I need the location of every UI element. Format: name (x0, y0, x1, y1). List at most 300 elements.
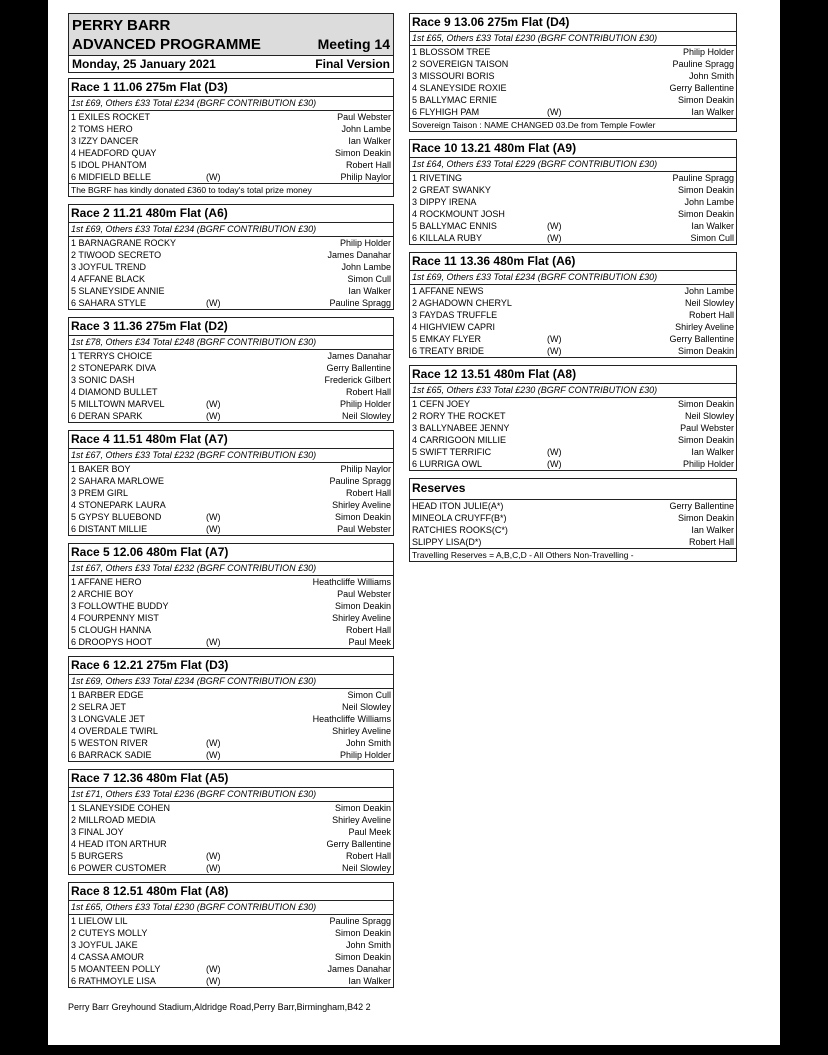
runner-row (69, 612, 393, 624)
runner-row (410, 70, 736, 82)
reserve-trainer: Simon Deakin (677, 513, 734, 523)
runner-dog: 6 DERAN SPARK (71, 411, 143, 421)
runner-dog: 2 SOVEREIGN TAISON (412, 59, 509, 69)
runner-row (410, 309, 736, 321)
runner-row (410, 333, 736, 345)
runner-wide-flag: (W) (547, 346, 562, 356)
runner-trainer: Simon Deakin (334, 952, 391, 962)
runner-dog: 3 FINAL JOY (71, 827, 124, 837)
runner-dog: 1 BAKER BOY (71, 464, 131, 474)
race-card (68, 317, 394, 423)
runner-trainer: Pauline Spragg (329, 916, 391, 926)
runner-wide-flag: (W) (206, 750, 221, 760)
runner-row (410, 196, 736, 208)
runner-row (69, 135, 393, 147)
runner-trainer: Simon Deakin (677, 435, 734, 445)
reserves-list (410, 500, 736, 548)
races-right (409, 13, 737, 471)
runner-dog: 4 FOURPENNY MIST (71, 613, 159, 623)
race-card (409, 13, 737, 132)
race-prize: 1st £69, Others £33 Total £234 (BGRF CONTRIBUTION £30) (69, 97, 393, 111)
runner-row (69, 249, 393, 261)
meeting-number: Meeting 14 (317, 36, 390, 52)
runner-dog: 1 BARNAGRANE ROCKY (71, 238, 177, 248)
runner-trainer: Neil Slowley (341, 411, 391, 421)
runner-trainer: Simon Deakin (677, 185, 734, 195)
runner-dog: 5 EMKAY FLYER (412, 334, 482, 344)
runner-dog: 5 IDOL PHANTOM (71, 160, 147, 170)
runner-dog: 1 BLOSSOM TREE (412, 47, 491, 57)
runner-wide-flag: (W) (547, 221, 562, 231)
reserve-dog: HEAD ITON JULIE(A*) (412, 501, 504, 511)
runner-trainer: Simon Deakin (677, 209, 734, 219)
race-prize: 1st £64, Others £33 Total £229 (BGRF CONTRIBUTION £30) (410, 158, 736, 172)
runner-dog: 5 BALLYMAC ERNIE (412, 95, 497, 105)
runner-row (69, 261, 393, 273)
runner-dog: 6 TREATY BRIDE (412, 346, 485, 356)
runner-dog: 4 HEADFORD QUAY (71, 148, 157, 158)
runner-dog: 3 JOYFUL JAKE (71, 940, 138, 950)
race-note: The BGRF has kindly donated £360 to today's total prize money (69, 183, 393, 196)
runner-wide-flag (547, 70, 587, 82)
runner-dog: 1 TERRYS CHOICE (71, 351, 153, 361)
runner-dog: 1 AFFANE HERO (71, 577, 142, 587)
runner-row (69, 927, 393, 939)
runner-wide-flag (547, 422, 587, 434)
runner-wide-flag: (W) (206, 411, 221, 421)
runner-dog: 5 CLOUGH HANNA (71, 625, 152, 635)
race-prize: 1st £71, Others £33 Total £236 (BGRF CONTRIBUTION £30) (69, 788, 393, 802)
runner-row (410, 297, 736, 309)
runner-wide-flag (206, 386, 246, 398)
race-prize: 1st £67, Others £33 Total £232 (BGRF CONTRIBUTION £30) (69, 449, 393, 463)
runner-row (69, 636, 393, 648)
race-prize: 1st £69, Others £33 Total £234 (BGRF CONTRIBUTION £30) (410, 271, 736, 285)
runner-row (69, 285, 393, 297)
runner-wide-flag: (W) (206, 976, 221, 986)
runner-row (410, 321, 736, 333)
runner-wide-flag (206, 111, 246, 123)
runner-row (69, 410, 393, 422)
runner-trainer: John Lambe (341, 262, 391, 272)
runner-wide-flag (206, 802, 246, 814)
reserve-row (410, 524, 736, 536)
reserve-trainer: Ian Walker (691, 525, 734, 535)
runner-row (410, 184, 736, 196)
runner-row (69, 386, 393, 398)
runner-wide-flag (206, 135, 246, 147)
runner-wide-flag (206, 350, 246, 362)
runner-row (69, 600, 393, 612)
runner-row (69, 749, 393, 761)
runner-wide-flag (206, 588, 246, 600)
runner-wide-flag (206, 487, 246, 499)
runner-dog: 3 LONGVALE JET (71, 714, 145, 724)
runner-trainer: Neil Slowley (684, 298, 734, 308)
venue-title: PERRY BARR (72, 17, 171, 34)
runner-trainer: Philip Holder (339, 238, 391, 248)
runner-wide-flag: (W) (206, 172, 221, 182)
runner-row (410, 82, 736, 94)
runner-dog: 5 MOANTEEN POLLY (71, 964, 161, 974)
runner-dog: 4 CARRIGOON MILLIE (412, 435, 507, 445)
runner-trainer: Heathcliffe Williams (312, 714, 391, 724)
race-title: Race 8 12.51 480m Flat (A8) (69, 883, 393, 901)
runner-dog: 6 BARRACK SADIE (71, 750, 152, 760)
runner-trainer: Shirley Aveline (332, 726, 391, 736)
runner-trainer: Ian Walker (691, 107, 734, 117)
runner-dog: 2 CUTEYS MOLLY (71, 928, 148, 938)
runner-trainer: Philip Holder (339, 750, 391, 760)
race-title: Race 7 12.36 480m Flat (A5) (69, 770, 393, 788)
runner-wide-flag (206, 463, 246, 475)
runner-wide-flag (547, 398, 587, 410)
runner-trainer: Philip Holder (682, 459, 734, 469)
runner-dog: 5 BALLYMAC ENNIS (412, 221, 497, 231)
runner-trainer: Robert Hall (345, 488, 391, 498)
runner-row (69, 689, 393, 701)
runner-trainer: Robert Hall (688, 310, 734, 320)
race-title: Race 2 11.21 480m Flat (A6) (69, 205, 393, 223)
runner-dog: 6 FLYHIGH PAM (412, 107, 480, 117)
runner-wide-flag (547, 309, 587, 321)
runner-dog: 3 PREM GIRL (71, 488, 129, 498)
runner-row (69, 939, 393, 951)
race-title: Race 9 13.06 275m Flat (D4) (410, 14, 736, 32)
runner-dog: 6 LURRIGA OWL (412, 459, 483, 469)
race-prize: 1st £69, Others £33 Total £234 (BGRF CONTRIBUTION £30) (69, 223, 393, 237)
race-title: Race 1 11.06 275m Flat (D3) (69, 79, 393, 97)
runner-row (410, 446, 736, 458)
runner-wide-flag: (W) (206, 524, 221, 534)
runner-dog: 4 DIAMOND BULLET (71, 387, 158, 397)
runner-row (69, 159, 393, 171)
header-row (72, 35, 390, 54)
runner-dog: 6 DISTANT MILLIE (71, 524, 148, 534)
runner-dog: 3 SONIC DASH (71, 375, 135, 385)
reserve-row (410, 500, 736, 512)
runner-wide-flag (547, 434, 587, 446)
runner-trainer: James Danahar (327, 351, 391, 361)
runner-dog: 3 MISSOURI BORIS (412, 71, 495, 81)
runner-trainer: Paul Webster (337, 112, 391, 122)
runner-trainer: Simon Cull (690, 233, 734, 243)
runner-trainer: Frederick Gilbert (324, 375, 391, 385)
runner-wide-flag (206, 939, 246, 951)
runner-wide-flag (206, 273, 246, 285)
runner-dog: 2 SAHARA MARLOWE (71, 476, 165, 486)
runner-row (410, 285, 736, 297)
runner-trainer: Pauline Spragg (329, 298, 391, 308)
runner-dog: 5 SWIFT TERRIFIC (412, 447, 492, 457)
runner-wide-flag (206, 159, 246, 171)
reserve-dog: RATCHIES ROOKS(C*) (412, 525, 508, 535)
runner-row (69, 725, 393, 737)
runner-wide-flag (206, 725, 246, 737)
runner-row (69, 838, 393, 850)
runner-trainer: Robert Hall (345, 160, 391, 170)
runner-row (69, 814, 393, 826)
runner-row (410, 422, 736, 434)
race-card (68, 882, 394, 988)
race-title: Race 4 11.51 480m Flat (A7) (69, 431, 393, 449)
runner-dog: 3 FAYDAS TRUFFLE (412, 310, 498, 320)
runner-wide-flag (547, 184, 587, 196)
runner-row (410, 94, 736, 106)
runner-wide-flag (206, 701, 246, 713)
race-card (409, 365, 737, 471)
runner-row (69, 362, 393, 374)
runner-trainer: Neil Slowley (341, 702, 391, 712)
runner-row (69, 297, 393, 309)
races-left (68, 78, 394, 988)
race-title: Race 5 12.06 480m Flat (A7) (69, 544, 393, 562)
runner-wide-flag: (W) (547, 233, 562, 243)
runner-row (69, 915, 393, 927)
runner-trainer: Philip Holder (339, 399, 391, 409)
runner-wide-flag (547, 58, 587, 70)
runner-row (69, 463, 393, 475)
runner-wide-flag: (W) (206, 851, 221, 861)
runner-wide-flag (547, 321, 587, 333)
runner-trainer: Ian Walker (348, 976, 391, 986)
runner-trainer: James Danahar (327, 250, 391, 260)
runner-trainer: Neil Slowley (684, 411, 734, 421)
runner-dog: 6 RATHMOYLE LISA (71, 976, 156, 986)
runner-trainer: Simon Deakin (677, 346, 734, 356)
runner-dog: 2 RORY THE ROCKET (412, 411, 506, 421)
runner-dog: 2 AGHADOWN CHERYL (412, 298, 512, 308)
runner-trainer: John Lambe (684, 197, 734, 207)
race-card (68, 769, 394, 875)
runner-dog: 3 DIPPY IRENA (412, 197, 477, 207)
runner-row (69, 624, 393, 636)
runner-wide-flag (206, 499, 246, 511)
runner-row (69, 273, 393, 285)
runner-wide-flag (547, 196, 587, 208)
runner-trainer: Pauline Spragg (329, 476, 391, 486)
runner-row (69, 511, 393, 523)
runner-dog: 4 CASSA AMOUR (71, 952, 145, 962)
runner-wide-flag (206, 237, 246, 249)
runner-row (69, 171, 393, 183)
runner-trainer: Gerry Ballentine (669, 334, 734, 344)
runner-wide-flag (206, 600, 246, 612)
runner-row (410, 398, 736, 410)
runner-row (69, 862, 393, 874)
runner-wide-flag: (W) (547, 459, 562, 469)
runner-dog: 6 SAHARA STYLE (71, 298, 147, 308)
runner-wide-flag: (W) (206, 298, 221, 308)
race-card (68, 430, 394, 536)
runner-wide-flag: (W) (206, 399, 221, 409)
runner-wide-flag (206, 249, 246, 261)
race-card (409, 252, 737, 358)
programme-version: Final Version (315, 57, 390, 71)
runner-wide-flag (547, 410, 587, 422)
runner-row (69, 475, 393, 487)
runner-wide-flag (206, 123, 246, 135)
runner-dog: 3 JOYFUL TREND (71, 262, 147, 272)
runner-row (410, 345, 736, 357)
race-prize: 1st £78, Others £34 Total £248 (BGRF CONTRIBUTION £30) (69, 336, 393, 350)
runner-trainer: Gerry Ballentine (669, 83, 734, 93)
runner-trainer: Robert Hall (345, 625, 391, 635)
runner-wide-flag: (W) (547, 447, 562, 457)
runner-trainer: Shirley Aveline (332, 815, 391, 825)
runner-trainer: Shirley Aveline (675, 322, 734, 332)
runner-row (410, 58, 736, 70)
runner-row (69, 523, 393, 535)
runner-row (69, 588, 393, 600)
runner-wide-flag (206, 475, 246, 487)
runner-dog: 4 HEAD ITON ARTHUR (71, 839, 167, 849)
runner-row (410, 106, 736, 118)
runner-row (69, 802, 393, 814)
race-prize: 1st £69, Others £33 Total £234 (BGRF CONTRIBUTION £30) (69, 675, 393, 689)
runner-trainer: Pauline Spragg (672, 59, 734, 69)
programme-header (68, 13, 394, 73)
runner-trainer: Simon Deakin (334, 928, 391, 938)
runner-trainer: Philip Holder (682, 47, 734, 57)
runner-trainer: John Lambe (684, 286, 734, 296)
runner-row (69, 713, 393, 725)
runner-trainer: Simon Deakin (334, 148, 391, 158)
runner-row (69, 111, 393, 123)
runner-row (410, 208, 736, 220)
runner-wide-flag (206, 624, 246, 636)
runner-trainer: Gerry Ballentine (326, 839, 391, 849)
race-title: Race 10 13.21 480m Flat (A9) (410, 140, 736, 158)
runner-row (69, 850, 393, 862)
race-prize: 1st £67, Others £33 Total £232 (BGRF CONTRIBUTION £30) (69, 562, 393, 576)
runner-wide-flag: (W) (206, 863, 221, 873)
runner-row (410, 434, 736, 446)
race-card (68, 656, 394, 762)
runner-trainer: John Lambe (341, 124, 391, 134)
runner-wide-flag: (W) (206, 512, 221, 522)
reserve-row (410, 536, 736, 548)
reserves-box (409, 478, 737, 562)
runner-dog: 6 MIDFIELD BELLE (71, 172, 152, 182)
runner-dog: 5 BURGERS (71, 851, 124, 861)
race-card (68, 543, 394, 649)
reserve-trainer: Robert Hall (688, 537, 734, 547)
runner-wide-flag (206, 713, 246, 725)
runner-row (69, 963, 393, 975)
runner-row (69, 237, 393, 249)
runner-trainer: Ian Walker (348, 286, 391, 296)
runner-wide-flag (547, 208, 587, 220)
runner-dog: 2 STONEPARK DIVA (71, 363, 157, 373)
runner-wide-flag (547, 172, 587, 184)
runner-trainer: Shirley Aveline (332, 613, 391, 623)
race-prize: 1st £65, Others £33 Total £230 (BGRF CONTRIBUTION £30) (410, 32, 736, 46)
runner-wide-flag (206, 915, 246, 927)
runner-dog: 2 MILLROAD MEDIA (71, 815, 156, 825)
runner-dog: 1 RIVETING (412, 173, 463, 183)
race-card (68, 204, 394, 310)
runner-wide-flag (206, 826, 246, 838)
meeting-date: Monday, 25 January 2021 (72, 57, 216, 71)
reserves-title: Reserves (410, 479, 736, 500)
runner-wide-flag (206, 285, 246, 297)
runner-trainer: Pauline Spragg (672, 173, 734, 183)
header-date-row (69, 55, 393, 72)
runner-row (69, 350, 393, 362)
runner-wide-flag (206, 814, 246, 826)
race-prize: 1st £65, Others £33 Total £230 (BGRF CONTRIBUTION £30) (69, 901, 393, 915)
runner-row (69, 398, 393, 410)
runner-row (69, 576, 393, 588)
runner-dog: 1 BARBER EDGE (71, 690, 144, 700)
runner-wide-flag (547, 46, 587, 58)
runner-wide-flag (206, 951, 246, 963)
right-column (409, 13, 737, 569)
runner-wide-flag: (W) (547, 334, 562, 344)
race-title: Race 6 12.21 275m Flat (D3) (69, 657, 393, 675)
runner-trainer: Simon Deakin (677, 399, 734, 409)
runner-wide-flag (206, 147, 246, 159)
runner-dog: 4 SLANEYSIDE ROXIE (412, 83, 507, 93)
runner-dog: 1 AFFANE NEWS (412, 286, 484, 296)
runner-trainer: Paul Meek (348, 827, 391, 837)
runner-row (69, 123, 393, 135)
runner-trainer: Ian Walker (348, 136, 391, 146)
race-title: Race 3 11.36 275m Flat (D2) (69, 318, 393, 336)
runner-trainer: Gerry Ballentine (326, 363, 391, 373)
runner-trainer: Paul Webster (680, 423, 734, 433)
runner-trainer: Shirley Aveline (332, 500, 391, 510)
runner-dog: 1 SLANEYSIDE COHEN (71, 803, 171, 813)
runner-dog: 5 WESTON RIVER (71, 738, 148, 748)
runner-trainer: Simon Cull (347, 690, 391, 700)
runner-row (69, 975, 393, 987)
runner-row (410, 410, 736, 422)
runner-wide-flag (206, 374, 246, 386)
runner-dog: 2 GREAT SWANKY (412, 185, 491, 195)
runner-dog: 4 AFFANE BLACK (71, 274, 146, 284)
race-card (409, 139, 737, 245)
runner-trainer: Simon Deakin (334, 601, 391, 611)
runner-dog: 3 FOLLOWTHE BUDDY (71, 601, 169, 611)
race-title: Race 12 13.51 480m Flat (A8) (410, 366, 736, 384)
runner-wide-flag: (W) (206, 738, 221, 748)
race-card (68, 78, 394, 197)
runner-wide-flag (206, 576, 246, 588)
runner-dog: 2 TOMS HERO (71, 124, 133, 134)
runner-row (69, 487, 393, 499)
runner-row (69, 737, 393, 749)
runner-trainer: Simon Deakin (677, 95, 734, 105)
runner-wide-flag (206, 261, 246, 273)
runner-trainer: Simon Cull (347, 274, 391, 284)
runner-row (69, 374, 393, 386)
runner-row (69, 499, 393, 511)
runner-wide-flag: (W) (547, 107, 562, 117)
runner-row (410, 458, 736, 470)
runner-wide-flag (206, 612, 246, 624)
reserve-trainer: Gerry Ballentine (669, 501, 734, 511)
runner-trainer: Ian Walker (691, 221, 734, 231)
runner-wide-flag (206, 838, 246, 850)
runner-dog: 4 OVERDALE TWIRL (71, 726, 158, 736)
left-column (68, 13, 394, 995)
reserve-dog: SLIPPY LISA(D*) (412, 537, 482, 547)
reserve-dog: MINEOLA CRUYFF(B*) (412, 513, 507, 523)
runner-wide-flag (547, 285, 587, 297)
runner-dog: 6 KILLALA RUBY (412, 233, 483, 243)
